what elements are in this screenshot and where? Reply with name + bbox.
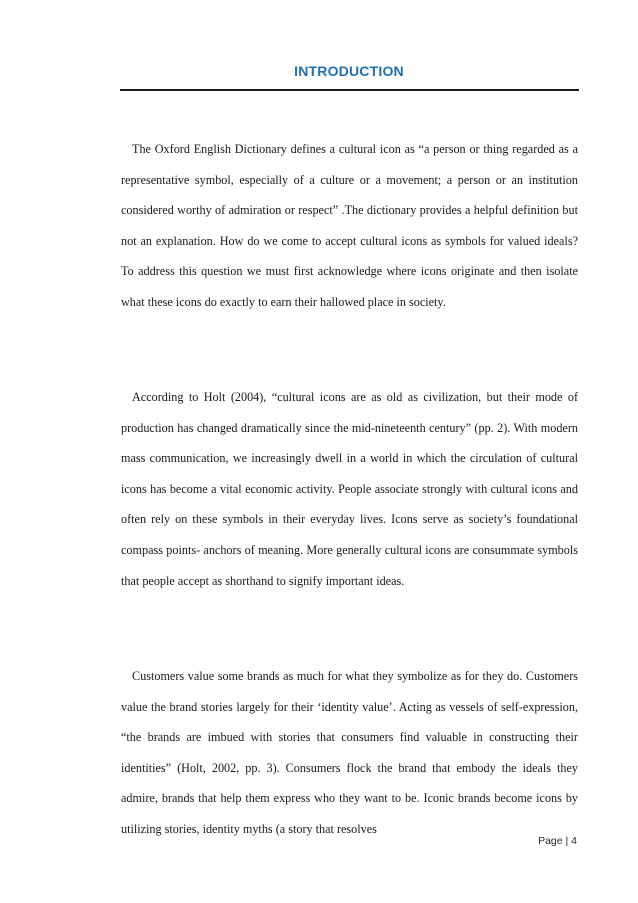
page-number-footer: Page | 4	[538, 835, 577, 847]
paragraph-1: The Oxford English Dictionary defines a cultural icon as “a person or thing regarded as a representative symbol, especially of a culture or a movement; a person or an institution considered worthy of admiration or respect” .The dictionary provides a helpful definition but not an explanation. How do we come to accept cultural icons as symbols for valued ideals? To address this question we must first acknowledge where icons originate and then isolate what these icons do exactly to earn their hallowed place in society.	[121, 142, 578, 309]
page-heading: INTRODUCTION	[294, 63, 404, 79]
paragraph-3: Customers value some brands as much for what they symbolize as for they do. Customers value the brand stories largely for their ‘identity value’. Acting as vessels of self-expression, “the brands are imbued with stories that consumers find valuable in constructing their identities” (Holt, 2002, pp. 3). Consumers flock the brand that embody the ideals they admire, brands that help them express who they want to be. Iconic brands become icons by utilizing stories, identity myths (a story that resolves	[121, 669, 578, 836]
paragraph-2: According to Holt (2004), “cultural icons are as old as civilization, but their mode of production has changed dramatically since the mid-nineteenth century” (pp. 2). With modern mass communication, we increasingly dwell in a world in which the circulation of cultural icons has become a vital economic activity. People associate strongly with cultural icons and often rely on these symbols in their everyday lives. Icons serve as society’s foundational compass points- anchors of meaning. More generally cultural icons are consummate symbols that people accept as shorthand to signify important ideas.	[121, 390, 578, 588]
heading-underline-rule	[120, 89, 579, 91]
